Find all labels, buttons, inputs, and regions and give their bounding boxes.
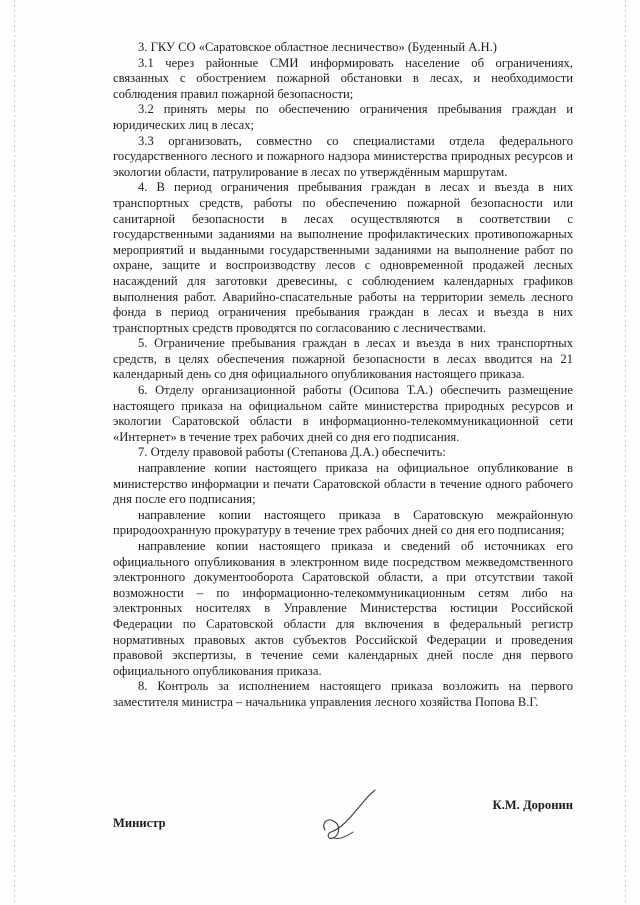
signature-block xyxy=(113,786,573,846)
paragraph-3-3: 3.3 организовать, совместно со специалистами отдела федерального государственного лесного и пожарного надзора министерства природных ресурсов и экологии области, патрулирование в лесах по утверждённым маршрутам. xyxy=(113,133,573,179)
paragraph-7: 7. Отделу правовой работы (Степанова Д.А.) обеспечить: xyxy=(138,445,446,460)
scan-edge-left xyxy=(14,0,15,905)
paragraph-3: 3. ГКУ СО «Саратовское областное лесничество» (Буденный А.Н.) xyxy=(138,40,497,54)
paragraph-7-item-2: направление копии настоящего приказа в Саратовскую межрайонную природоохранную прокуратуру в течение трех рабочих дней со дня его подписания; xyxy=(113,507,573,538)
paragraph-8: 8. Контроль за исполнением настоящего приказа возложить на первого заместителя министра – начальника управления лесного хозяйства Попова В.Г. xyxy=(113,679,573,709)
handwritten-signature-icon xyxy=(313,786,383,846)
paragraph-4: 4. В период ограничения пребывания граждан в лесах и въезда в них транспортных средств, работы по обеспечению пожарной безопасности или санитарной безопасности в лесах осуществляются в соответствии с государственными заданиями на выполнение профилактических противопожарных мероприятий и выданными государственными заданиями на выполнение работ по охране, защите и воспроизводству лесов с одновременной продажей лесных насаждений для заготовки древесины, с соблюдением календарных графиков выполнения работ. Аварийно-спасательные работы на территории земель лесного фонда в период ограничения пребывания граждан в лесах и въезда в них транспортных средств проводятся по согласованию с лесничествами. xyxy=(113,180,573,335)
paragraph-6: 6. Отделу организационной работы (Осипова Т.А.) обеспечить размещение настоящего приказа на официальном сайте министерства природных ресурсов и экологии Саратовской области в информационно-телекоммуникационной сети «Интернет» в течение трех рабочих дней со дня его подписания. xyxy=(113,383,573,444)
order-text-body xyxy=(113,40,573,711)
paragraph-3-1: 3.1 через районные СМИ информировать население об ограничениях, связанных с обострением пожарной обстановки в лесах, и необходимости соблюдения правил пожарной безопасности; xyxy=(113,55,573,101)
signatory-name: К.М. Доронин xyxy=(492,798,573,812)
paragraph-7-item-1: направление копии настоящего приказа на официальное опубликование в министерство информации и печати Саратовской области в течение одного рабочего дня после его подписания; xyxy=(113,461,573,507)
paragraph-5: 5. Ограничение пребывания граждан в лесах и въезда в них транспортных средств, в целях обеспечения пожарной безопасности в лесах вводится на 21 календарный день со дня официального опубликования настоящего приказа. xyxy=(113,336,573,382)
scan-edge-right xyxy=(625,0,626,905)
paragraph-7-item-3: направление копии настоящего приказа и сведений об источниках его официального опубликования в электронном виде посредством межведомственного электронного документооборота Саратовской области, а при отсутствии такой возможности – по информационно-телекоммуникационным сетям либо на электронных носителях в Управление Министерства юстиции Российской Федерации по Саратовской области для включения в федеральный регистр нормативных правовых актов субъектов Российской Федерации и проведения правовой экспертизы, в течение семи календарных дней после дня первого официального опубликования приказа. xyxy=(113,539,573,678)
signatory-title: Министр xyxy=(113,816,166,830)
paragraph-3-2: 3.2 принять меры по обеспечению ограничения пребывания граждан и юридических лиц в лесах; xyxy=(113,102,573,132)
